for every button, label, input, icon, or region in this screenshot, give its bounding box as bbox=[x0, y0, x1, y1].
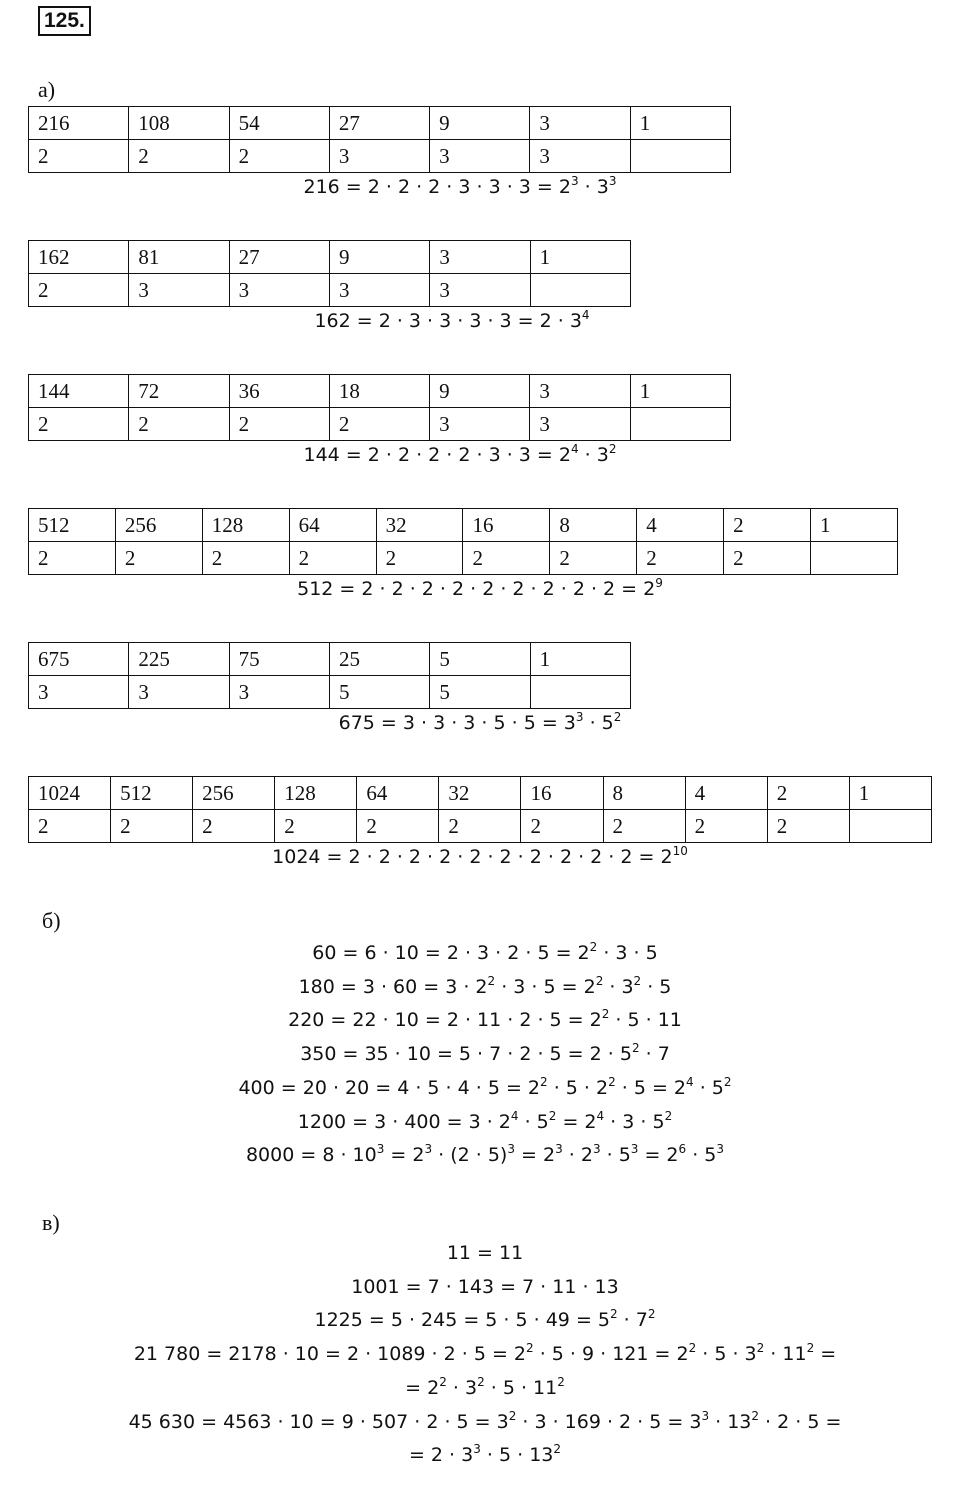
quotient-row bbox=[29, 241, 631, 274]
table-cell: 2 bbox=[289, 542, 376, 575]
divisor-row bbox=[29, 274, 631, 307]
table-cell: 72 bbox=[129, 375, 229, 408]
table-cell: 2 bbox=[329, 408, 429, 441]
equation-line: $350 = 35 \cdot 10 = 5 \cdot 7 \cdot 2 \cdot 5 = 2 \cdot 5^2 \cdot 7$ bbox=[300, 1041, 670, 1066]
table-cell: 2 bbox=[129, 140, 229, 173]
table-cell: 3 bbox=[430, 241, 530, 274]
table-cell: 512 bbox=[111, 777, 193, 810]
factorization-equation: $512 = 2 \cdot 2 \cdot 2 \cdot 2 \cdot 2 \cdot 2 \cdot 2 \cdot 2 \cdot 2 = 2^9$ bbox=[297, 576, 663, 600]
table-cell: 27 bbox=[329, 107, 429, 140]
table-cell bbox=[811, 542, 898, 575]
table-cell: 3 bbox=[229, 676, 329, 709]
table-cell: 16 bbox=[463, 509, 550, 542]
table-cell: 216 bbox=[29, 107, 129, 140]
table-cell: 36 bbox=[229, 375, 329, 408]
table-cell: 5 bbox=[329, 676, 429, 709]
table-cell: 128 bbox=[275, 777, 357, 810]
equation-line: 45 $630 = 4563 \cdot 10 = 9 \cdot 507 \cdot 2 \cdot 5 = 3^2 \cdot 3 \cdot 169 \cdot 2 \cdot 5 = 3^3 \cdot 13^2 \cdot 2 \cdot 5$ = bbox=[128, 1408, 842, 1433]
equation-line: = $2 \cdot 3^3 \cdot 5 \cdot 13^2$ bbox=[408, 1442, 562, 1467]
table-cell: 3 bbox=[530, 140, 630, 173]
quotient-row bbox=[29, 509, 898, 542]
table-cell: 32 bbox=[376, 509, 463, 542]
table-cell bbox=[530, 274, 630, 307]
table-cell: 64 bbox=[357, 777, 439, 810]
table-cell: 2 bbox=[29, 810, 111, 843]
table-cell: 1 bbox=[530, 643, 630, 676]
table-cell: 1024 bbox=[29, 777, 111, 810]
table-cell: 1 bbox=[849, 777, 931, 810]
table-cell: 9 bbox=[430, 107, 530, 140]
equation-line: 11 = 11 bbox=[446, 1242, 524, 1264]
table-cell: 25 bbox=[329, 643, 429, 676]
table-cell: 128 bbox=[202, 509, 289, 542]
table-cell: 108 bbox=[129, 107, 229, 140]
table-cell: 9 bbox=[430, 375, 530, 408]
table-cell: 3 bbox=[530, 408, 630, 441]
table-cell: 1 bbox=[811, 509, 898, 542]
table-cell: 2 bbox=[685, 810, 767, 843]
equation-line: $180 = 3 \cdot 60 = 3 \cdot 2^2 \cdot 3 \cdot 5 = 2^2 \cdot 3^2 \cdot 5$ bbox=[298, 973, 672, 998]
table-cell: 16 bbox=[521, 777, 603, 810]
quotient-row bbox=[29, 777, 932, 810]
table-cell: 2 bbox=[357, 810, 439, 843]
divisor-row bbox=[29, 408, 731, 441]
quotient-row bbox=[29, 107, 731, 140]
table-cell: 2 bbox=[29, 542, 116, 575]
table-cell: 2 bbox=[637, 542, 724, 575]
table-cell: 2 bbox=[439, 810, 521, 843]
equation-line: 21 $780 = 2178 \cdot 10 = 2 \cdot 1089 \cdot 2 \cdot 5 = 2^2 \cdot 5 \cdot 9 \cdot 121 = 2^2 \cdot 5 \cdot 3^2 \cdot 11^2$ = bbox=[133, 1341, 837, 1366]
table-cell bbox=[849, 810, 931, 843]
factor-table bbox=[28, 240, 631, 307]
problem-number: 125. bbox=[38, 6, 91, 36]
factorization-equation: $675 = 3 \cdot 3 \cdot 3 \cdot 5 \cdot 5 = 3^3 \cdot 5^2$ bbox=[338, 710, 622, 734]
table-cell: 3 bbox=[229, 274, 329, 307]
table-cell: 2 bbox=[275, 810, 357, 843]
factor-table bbox=[28, 642, 631, 709]
equation-line: = $2^2 \cdot 3^2 \cdot 5 \cdot 11^2$ bbox=[405, 1374, 565, 1399]
quotient-row bbox=[29, 643, 631, 676]
table-cell: 2 bbox=[111, 810, 193, 843]
table-cell: 1 bbox=[630, 375, 730, 408]
table-cell bbox=[630, 140, 730, 173]
table-cell: 64 bbox=[289, 509, 376, 542]
factorization-equation: $144 = 2 \cdot 2 \cdot 2 \cdot 2 \cdot 3 \cdot 3 = 2^4 \cdot 3^2$ bbox=[303, 442, 617, 466]
table-cell: 3 bbox=[29, 676, 129, 709]
table-cell: 512 bbox=[29, 509, 116, 542]
table-cell: 2 bbox=[376, 542, 463, 575]
table-cell: 675 bbox=[29, 643, 129, 676]
table-cell: 162 bbox=[29, 241, 129, 274]
table-cell: 225 bbox=[129, 643, 229, 676]
equation-line: $220 = 22 \cdot 10 = 2 \cdot 11 \cdot 2 \cdot 5 = 2^2 \cdot 5 \cdot 11$ bbox=[288, 1007, 682, 1032]
table-cell: 3 bbox=[430, 140, 530, 173]
factorization-equation: $162 = 2 \cdot 3 \cdot 3 \cdot 3 \cdot 3 = 2 \cdot 3^4$ bbox=[314, 308, 590, 332]
table-cell: 81 bbox=[129, 241, 229, 274]
factor-table bbox=[28, 508, 898, 575]
table-cell: 2 bbox=[521, 810, 603, 843]
table-cell: 2 bbox=[229, 140, 329, 173]
table-cell: 5 bbox=[430, 643, 530, 676]
equation-line: $8000 = 8 \cdot 10^3 = 2^3 \cdot (2 \cdot 5)^3 = 2^3 \cdot 2^3 \cdot 5^3 = 2^6 \cdot 5^3$ bbox=[245, 1142, 725, 1167]
table-cell: 2 bbox=[193, 810, 275, 843]
equation-line: 1001 = 7 · 143 = 7 · 11 · 13 bbox=[351, 1275, 619, 1298]
factorization-equation: $1024 = 2 \cdot 2 \cdot 2 \cdot 2 \cdot 2 \cdot 2 \cdot 2 \cdot 2 \cdot 2 \cdot 2 = 2^{10}$ bbox=[272, 844, 688, 868]
table-cell: 2 bbox=[29, 274, 129, 307]
table-cell: 27 bbox=[229, 241, 329, 274]
table-cell: 2 bbox=[129, 408, 229, 441]
table-cell bbox=[630, 408, 730, 441]
table-cell: 2 bbox=[29, 140, 129, 173]
table-cell: 3 bbox=[430, 274, 530, 307]
table-cell: 3 bbox=[329, 274, 429, 307]
divisor-row bbox=[29, 676, 631, 709]
table-cell: 2 bbox=[724, 542, 811, 575]
table-cell: 144 bbox=[29, 375, 129, 408]
table-cell: 8 bbox=[603, 777, 685, 810]
table-cell: 3 bbox=[430, 408, 530, 441]
table-cell: 54 bbox=[229, 107, 329, 140]
divisor-row bbox=[29, 140, 731, 173]
equation-line: $400 = 20 \cdot 20 = 4 \cdot 5 \cdot 4 \cdot 5 = 2^2 \cdot 5 \cdot 2^2 \cdot 5 = 2^4 \cdot 5^2$ bbox=[238, 1074, 732, 1099]
table-cell: 2 bbox=[115, 542, 202, 575]
table-cell: 256 bbox=[193, 777, 275, 810]
table-cell: 2 bbox=[767, 777, 849, 810]
table-cell: 2 bbox=[229, 408, 329, 441]
table-cell: 1 bbox=[630, 107, 730, 140]
table-cell bbox=[530, 676, 630, 709]
table-cell: 2 bbox=[724, 509, 811, 542]
quotient-row bbox=[29, 375, 731, 408]
equation-line: $60 = 6 \cdot 10 = 2 \cdot 3 \cdot 2 \cdot 5 = 2^2 \cdot 3 \cdot 5$ bbox=[312, 940, 658, 964]
part-a-label: а) bbox=[38, 77, 56, 102]
table-cell: 3 bbox=[530, 375, 630, 408]
factor-table bbox=[28, 374, 731, 441]
part-b-label: б) bbox=[42, 908, 61, 933]
table-cell: 4 bbox=[685, 777, 767, 810]
table-cell: 2 bbox=[767, 810, 849, 843]
table-cell: 8 bbox=[550, 509, 637, 542]
table-cell: 32 bbox=[439, 777, 521, 810]
divisor-row bbox=[29, 542, 898, 575]
table-cell: 1 bbox=[530, 241, 630, 274]
table-cell: 2 bbox=[202, 542, 289, 575]
table-cell: 2 bbox=[550, 542, 637, 575]
divisor-row bbox=[29, 810, 932, 843]
table-cell: 5 bbox=[430, 676, 530, 709]
table-cell: 4 bbox=[637, 509, 724, 542]
table-cell: 2 bbox=[603, 810, 685, 843]
part-c-label: в) bbox=[42, 1210, 60, 1235]
table-cell: 3 bbox=[530, 107, 630, 140]
table-cell: 2 bbox=[29, 408, 129, 441]
equation-line: $1200 = 3 \cdot 400 = 3 \cdot 2^4 \cdot 5^2 = 2^4 \cdot 3 \cdot 5^2$ bbox=[297, 1108, 673, 1133]
table-cell: 9 bbox=[329, 241, 429, 274]
table-cell: 2 bbox=[463, 542, 550, 575]
factorization-equation: $216 = 2 \cdot 2 \cdot 2 \cdot 3 \cdot 3 \cdot 3 = 2^3 \cdot 3^3$ bbox=[303, 174, 617, 198]
equation-line: $1225 = 5 \cdot 245 = 5 \cdot 5 \cdot 49 = 5^2 \cdot 7^2$ bbox=[314, 1307, 656, 1332]
table-cell: 256 bbox=[115, 509, 202, 542]
table-cell: 75 bbox=[229, 643, 329, 676]
factor-table bbox=[28, 776, 932, 843]
table-cell: 18 bbox=[329, 375, 429, 408]
factor-table bbox=[28, 106, 731, 173]
table-cell: 3 bbox=[129, 676, 229, 709]
table-cell: 3 bbox=[329, 140, 429, 173]
table-cell: 3 bbox=[129, 274, 229, 307]
